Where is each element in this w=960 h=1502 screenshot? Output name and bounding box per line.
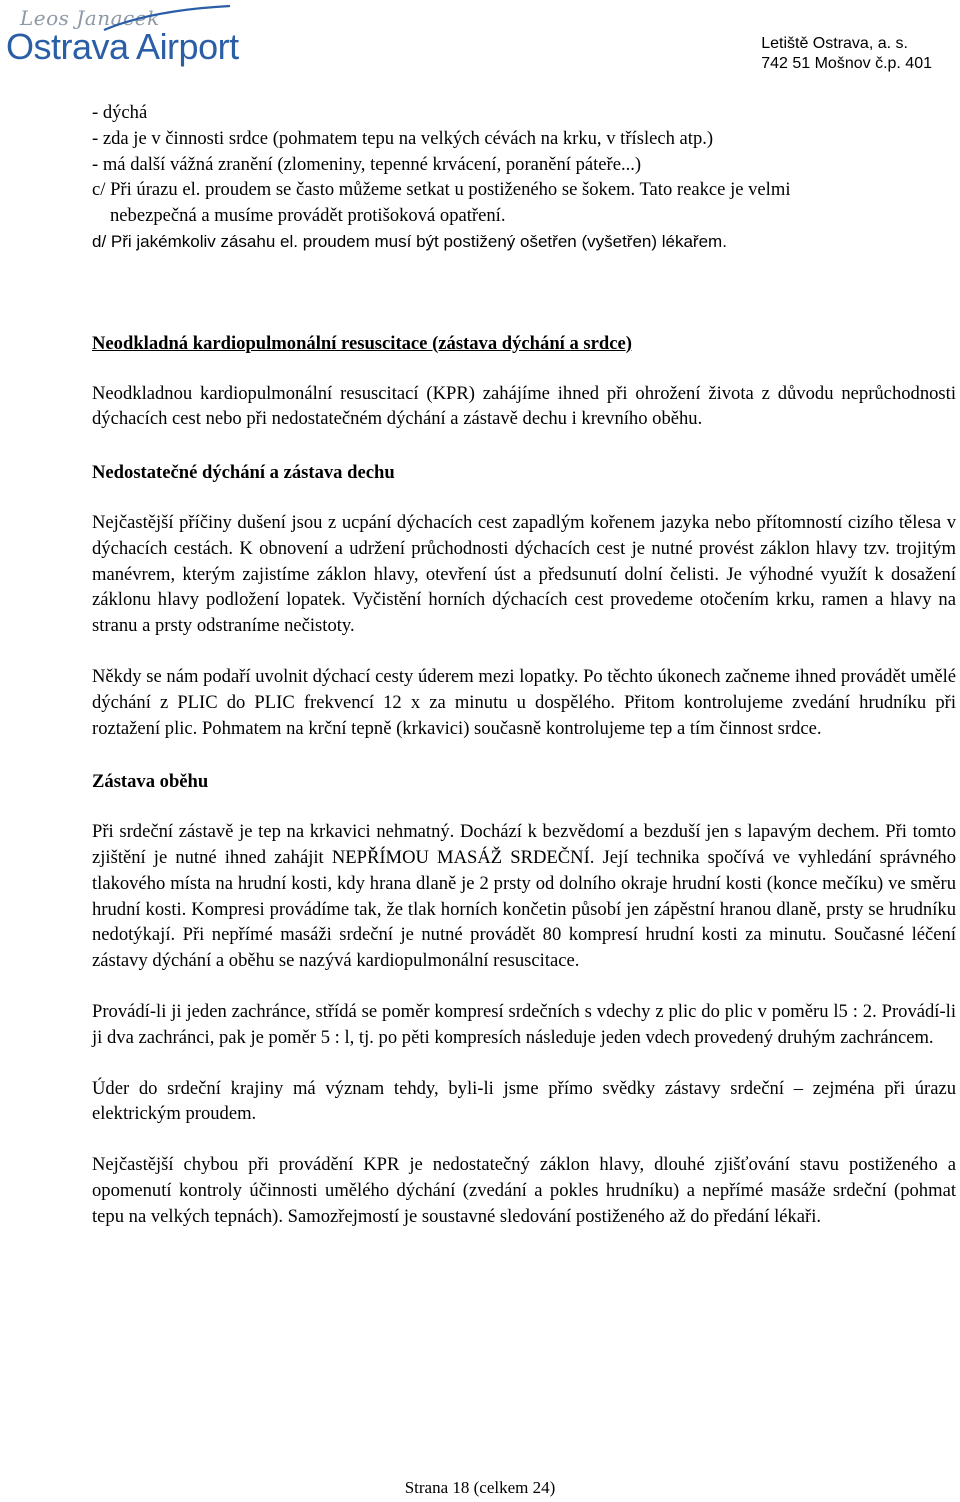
paragraph-text: Neodkladnou kardiopulmonální resuscitací (KPR) zahájíme ihned při ohrožení života z důvodu neprůchodnosti dýchacích cest nebo při nedostatečném dýchání a zástavě dechu i krevního oběhu. xyxy=(92,382,956,430)
section-heading: Neodkladná kardiopulmonální resuscitace (zástava dýchání a srdce) xyxy=(92,332,632,354)
intro-line: - zda je v činnosti srdce (pohmatem tepu na velkých cévách na krku, v tříslech atp.) xyxy=(92,127,714,149)
company-address xyxy=(761,34,932,74)
section-heading: Zástava oběhu xyxy=(92,771,209,793)
item-c-line: c/ Při úrazu el. proudem se často můžeme setkat u postiženého se šokem. Tato reakce je velmi xyxy=(92,179,791,201)
section-paragraph xyxy=(92,1076,956,1128)
section-paragraph xyxy=(92,1152,956,1229)
paragraph-text: Někdy se nám podaří uvolnit dýchací cesty úderem mezi lopatky. Po těchto úkonech začneme ihned provádět umělé dýchání z PLIC do PLIC frekvencí 12 x za minutu u dospělého. Přitom kontrolujeme zvedání hrudníku při roztažení plic. Pohmatem na krční tepně (krkavici) současně kontrolujeme tep a tím činnost srdce. xyxy=(92,665,956,739)
intro-line: - dýchá xyxy=(92,102,148,123)
logo-main-text: Ostrava Airport xyxy=(6,26,239,67)
section-heading: Nedostatečné dýchání a zástava dechu xyxy=(92,462,395,484)
intro-list xyxy=(92,100,956,255)
intro-line: - má další vážná zranění (zlomeniny, tepenné krvácení, poranění páteře...) xyxy=(92,153,642,175)
section-paragraph xyxy=(92,999,956,1051)
section-paragraph xyxy=(92,510,956,639)
paragraph-text: Úder do srdeční krajiny má význam tehdy, byli-li jsme přímo svědky zástavy srdeční – zejména při úrazu elektrickým proudem. xyxy=(92,1077,956,1125)
address-line-2: 742 51 Mošnov č.p. 401 xyxy=(761,55,932,72)
paragraph-text: Nejčastější příčiny dušení jsou z ucpání dýchacích cest zapadlým kořenem jazyka nebo přítomností cizího tělesa v dýchacích cestách. K obnovení a udržení průchodnosti dýchacích cest je nutné provést záklon hlavy tzv. trojitým manévrem, kterým zajistíme záklon hlavy, otevření úst a předsunutí dolní čelisti. Je výhodné využít k dosažení záklonu hlavy podložení lopatek. Vyčistění horních dýchacích cest provedeme otočením krku, ramen a hlavy na stranu a prsty odstraníme nečistoty. xyxy=(92,511,956,637)
section-paragraph xyxy=(92,381,956,433)
page-number: Strana 18 (celkem 24) xyxy=(404,1478,556,1497)
address-line-1: Letiště Ostrava, a. s. xyxy=(761,35,908,52)
item-d-line: d/ Při jakémkoliv zásahu el. proudem musí být postižený ošetřen (vyšetřen) lékařem. xyxy=(92,231,727,251)
document-body xyxy=(92,100,956,1230)
item-c-line: nebezpečná a musíme provádět protišoková opatření. xyxy=(110,205,506,227)
logo-script-text: Leos Janacek xyxy=(20,6,160,30)
page-header xyxy=(0,0,960,90)
paragraph-text: Provádí-li ji jeden zachránce, střídá se poměr kompresí srdečních s vdechy z plic do plic v poměru l5 : 2. Provádí-li ji dva zachránci, pak je poměr 5 : l, tj. po pěti kompresích následuje jeden vdech provedený druhým zachráncem. xyxy=(92,1000,956,1048)
section-paragraph xyxy=(92,664,956,741)
ostrava-airport-logo xyxy=(6,4,246,70)
section-paragraph xyxy=(92,819,956,974)
paragraph-text: Nejčastější chybou při provádění KPR je nedostatečný záklon hlavy, dlouhé zjišťování stavu postiženého a opomenutí kontroly účinnosti umělého dýchání (zvedání a pokles hrudníku) a nepřímé masáže srdeční (pohmat tepu na velkých tepnách). Samozřejmostí je soustavné sledování postiženého až do předání lékaři. xyxy=(92,1154,956,1227)
paragraph-text: Při srdeční zástavě je tep na krkavici nehmatný. Dochází k bezvědomí a bezduší jen s lapavým dechem. Při tomto zjištění je nutné ihned zahájit NEPŘÍMOU MASÁŽ SRDEČNÍ. Její technika spočívá ve vyhledání správného tlakového místa na hrudní kosti, kdy hrana dlaně je 2 prsty od dolního okraje hrudní kosti (konce mečíku) ve směru hrudní kosti. Kompresi provádíme tak, že tlak horních končetin působí jen zápěstní hranou dlaně, prsty se hrudníku nedotýkají. Při nepřímé masáži srdeční je nutné provádět 80 kompresí hrudní kosti za minutu. Současné léčení zástavy dýchání a oběhu se nazývá kardiopulmonální resuscitace. xyxy=(92,821,956,972)
